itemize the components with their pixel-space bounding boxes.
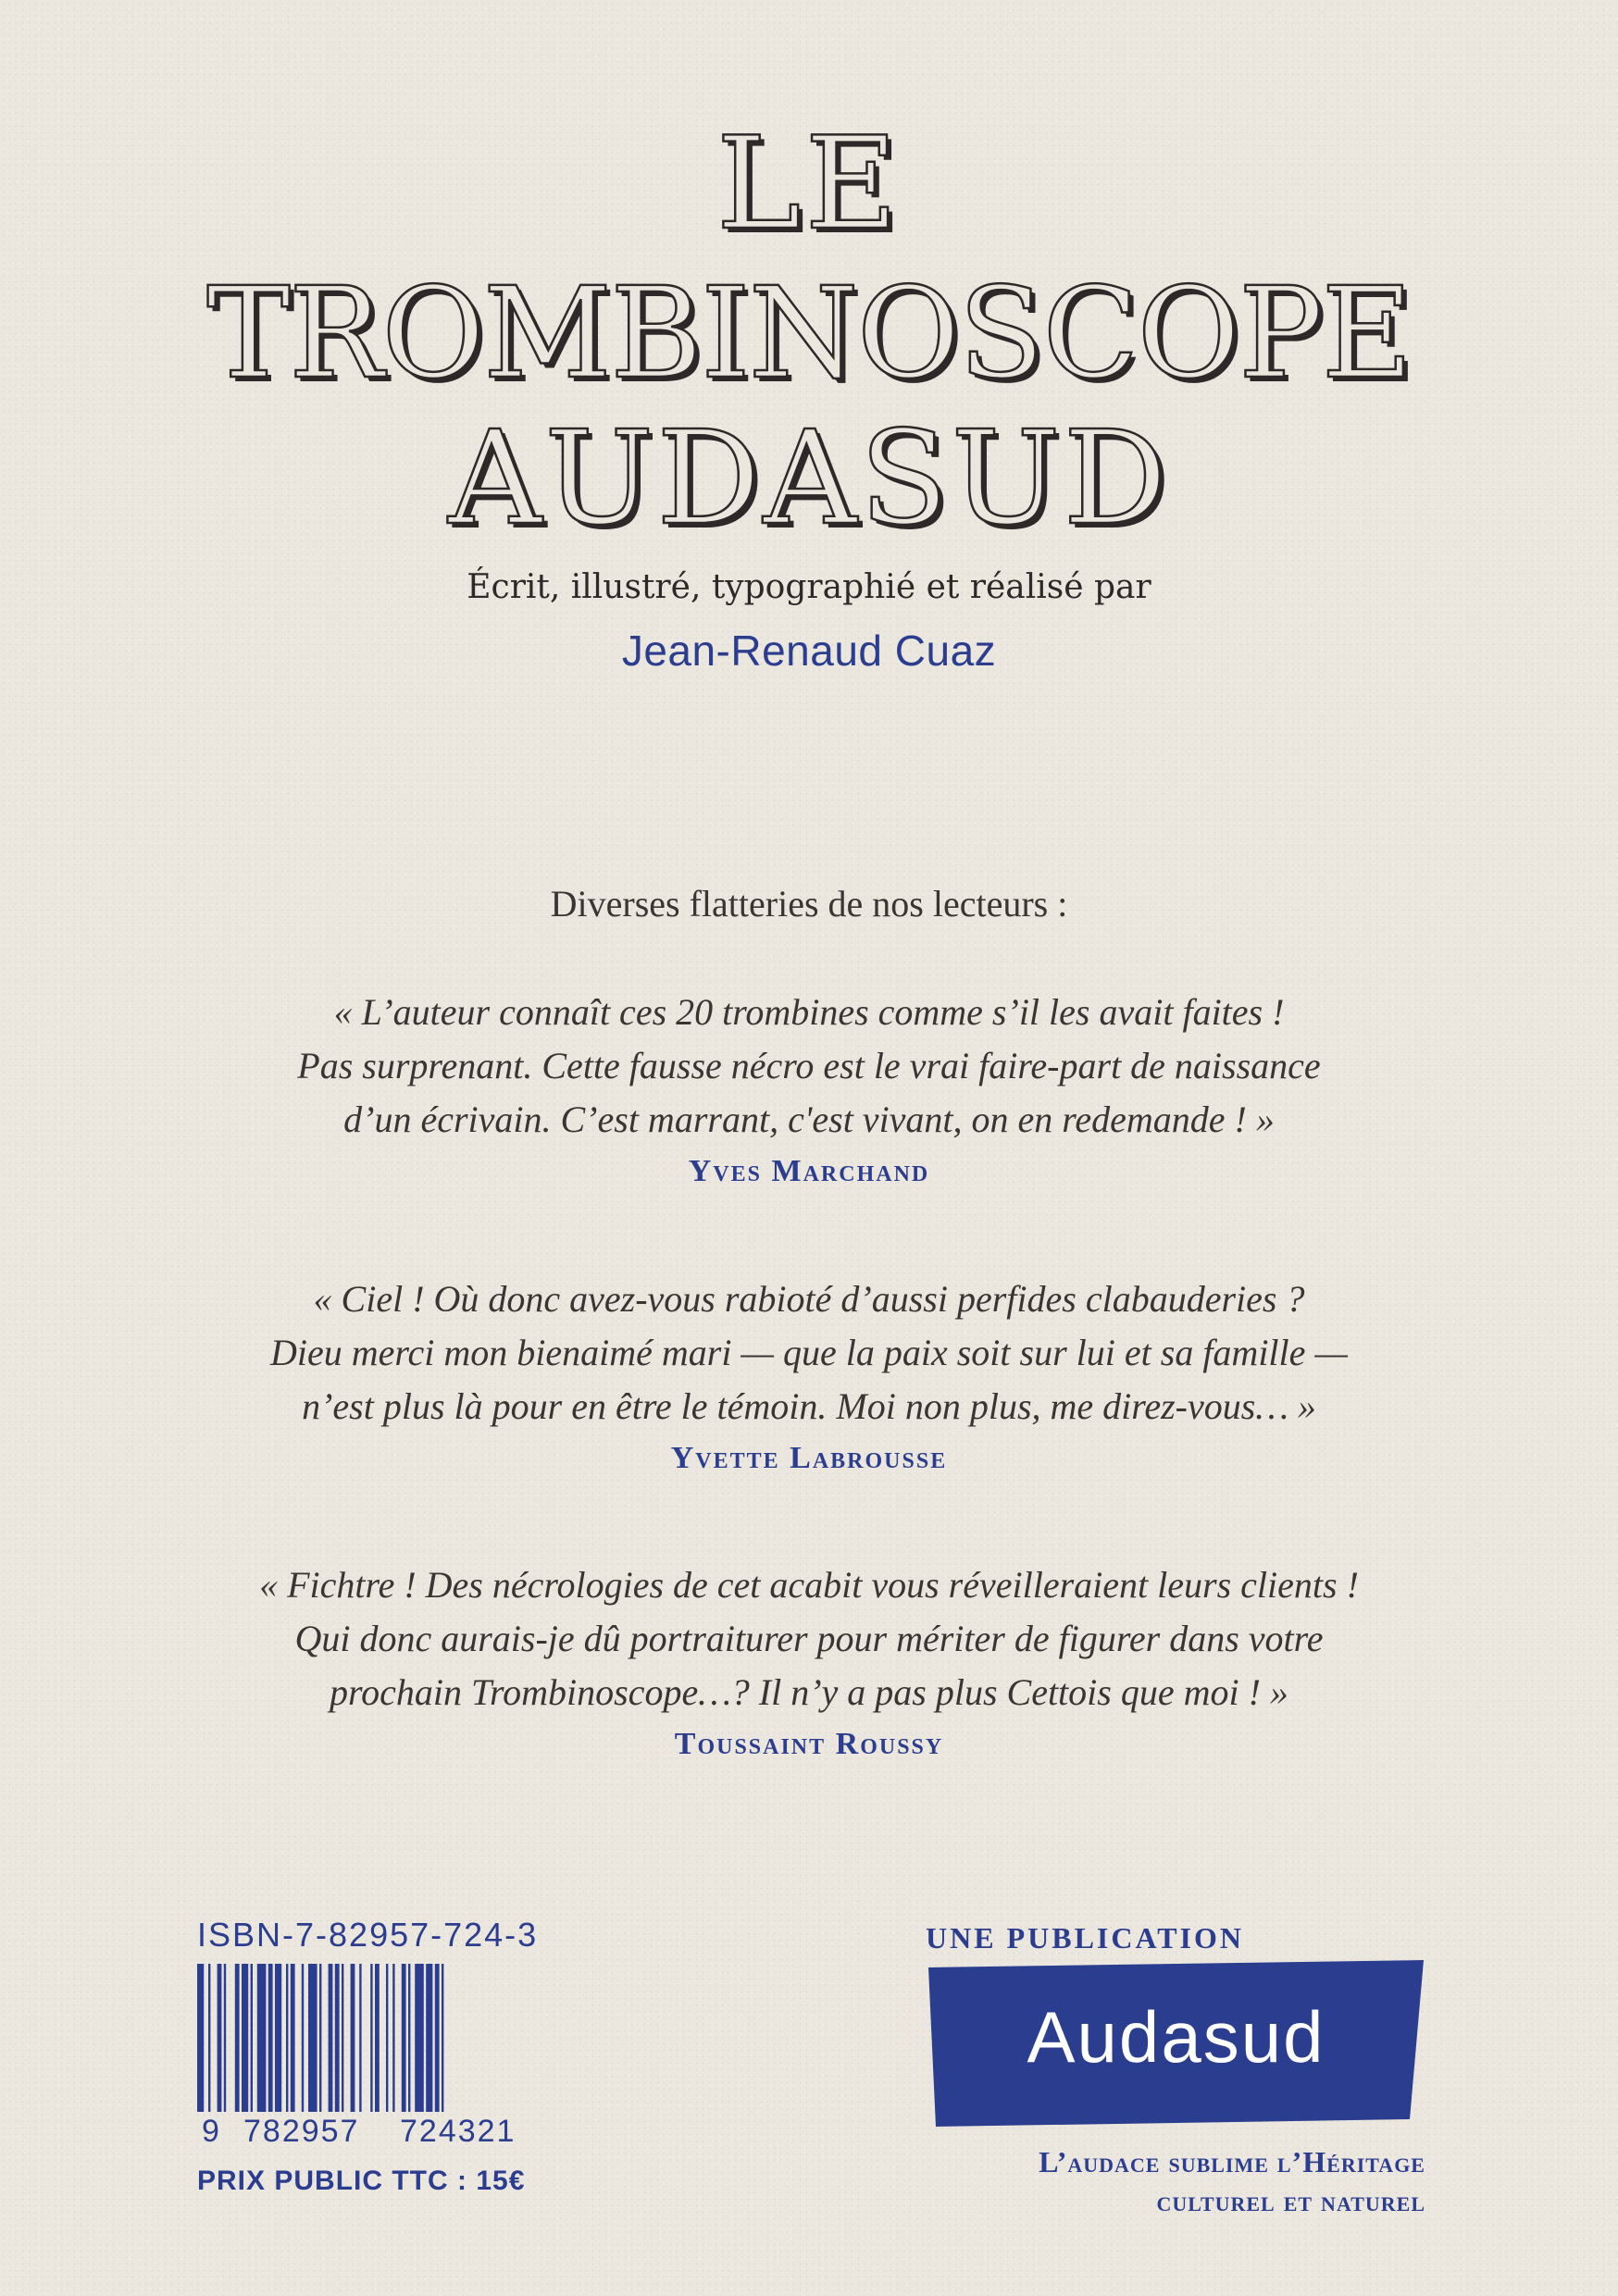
- barcode-bar: [268, 1964, 273, 2112]
- barcode-bar: [224, 1964, 226, 2112]
- barcode-bar: [415, 1964, 424, 2112]
- quote-line: « Ciel ! Où donc avez-vous rabioté d’aussi perfides clabauderies ?: [313, 1278, 1305, 1320]
- publisher-logo: [928, 1960, 1424, 2127]
- barcode-bar: [392, 1964, 394, 2112]
- publisher-tagline: L’audace sublime l’Héritage: [1039, 2145, 1425, 2178]
- barcode-bar: [208, 1964, 210, 2112]
- quote-block: [0, 1558, 1618, 1762]
- barcode-bar: [442, 1964, 443, 2112]
- logo-text: Audasud: [1027, 1996, 1326, 2078]
- barcode-bar: [286, 1964, 288, 2112]
- byline: Écrit, illustré, typographié et réalisé par: [467, 568, 1151, 606]
- price-label: PRIX PUBLIC TTC : 15€: [197, 2166, 526, 2196]
- barcode-bar: [335, 1964, 340, 2112]
- barcode-bar: [251, 1964, 253, 2112]
- barcode-image: [197, 1964, 558, 2112]
- barcode-bar: [370, 1964, 372, 2112]
- barcode-bar: [218, 1964, 222, 2112]
- quote-author: Toussaint Roussy: [674, 1727, 944, 1761]
- barcode-bar: [235, 1964, 240, 2112]
- isbn-label: ISBN-7-82957-724-3: [197, 1916, 539, 1954]
- barcode-bar: [275, 1964, 281, 2112]
- barcode-digit-first: 9: [202, 2114, 221, 2149]
- barcode-bar: [359, 1964, 361, 2112]
- quote-line: prochain Trombinoscope…? Il n’y a pas plus Cettois que moi ! »: [330, 1671, 1288, 1713]
- quote-line: Dieu merci mon bienaimé mari — que la paix soit sur lui et sa famille —: [270, 1332, 1348, 1373]
- quote-line: « Fichtre ! Des nécrologies de cet acabit vous réveilleraient leurs clients !: [259, 1564, 1359, 1606]
- title-line-1: LE: [716, 109, 902, 258]
- barcode-bar: [402, 1964, 406, 2112]
- quote-author: Yvette Labrousse: [670, 1441, 948, 1475]
- barcode-bar: [302, 1964, 304, 2112]
- author-name: Jean-Renaud Cuaz: [621, 627, 997, 675]
- barcode-digits-left: 782957: [243, 2114, 360, 2149]
- barcode-bar: [257, 1964, 267, 2112]
- quote-line: d’un écrivain. C’est marrant, c'est vivant, on en redemande ! »: [343, 1098, 1275, 1140]
- quote-block: [0, 986, 1618, 1189]
- barcode-bar: [435, 1964, 440, 2112]
- barcode-bar: [319, 1964, 321, 2112]
- barcode-bar: [426, 1964, 432, 2112]
- barcode-digits-right: 724321: [400, 2114, 517, 2149]
- quote-line: Qui donc aurais-je dû portraiturer pour mériter de figurer dans votre: [294, 1618, 1324, 1659]
- publisher-tagline: culturel et naturel: [1156, 2184, 1425, 2217]
- barcode-bar: [408, 1964, 410, 2112]
- barcode-bar: [386, 1964, 388, 2112]
- title-line-2: TROMBINOSCOPE: [206, 261, 1412, 407]
- quote-line: Pas surprenant. Cette fausse nécro est le vrai faire-part de naissance: [297, 1045, 1321, 1086]
- barcode-bar: [308, 1964, 317, 2112]
- quote-line: n’est plus là pour en être le témoin. Moi non plus, me direz-vous… »: [302, 1385, 1316, 1427]
- barcode-bar: [375, 1964, 380, 2112]
- barcode-bar: [342, 1964, 343, 2112]
- quote-author: Yves Marchand: [688, 1154, 930, 1188]
- barcode-bar: [242, 1964, 248, 2112]
- quote-block: [0, 1272, 1618, 1476]
- reviews-intro: Diverses flatteries de nos lecteurs :: [550, 883, 1068, 925]
- title-line-3: AUDASUD: [448, 403, 1170, 554]
- publication-label: UNE PUBLICATION: [926, 1921, 1244, 1955]
- barcode-bar: [351, 1964, 355, 2112]
- barcode-bar: [197, 1964, 204, 2112]
- quote-line: « L’auteur connaît ces 20 trombines comme s’il les avait faites !: [333, 991, 1285, 1033]
- barcode-bar: [329, 1964, 333, 2112]
- barcode-bar: [291, 1964, 295, 2112]
